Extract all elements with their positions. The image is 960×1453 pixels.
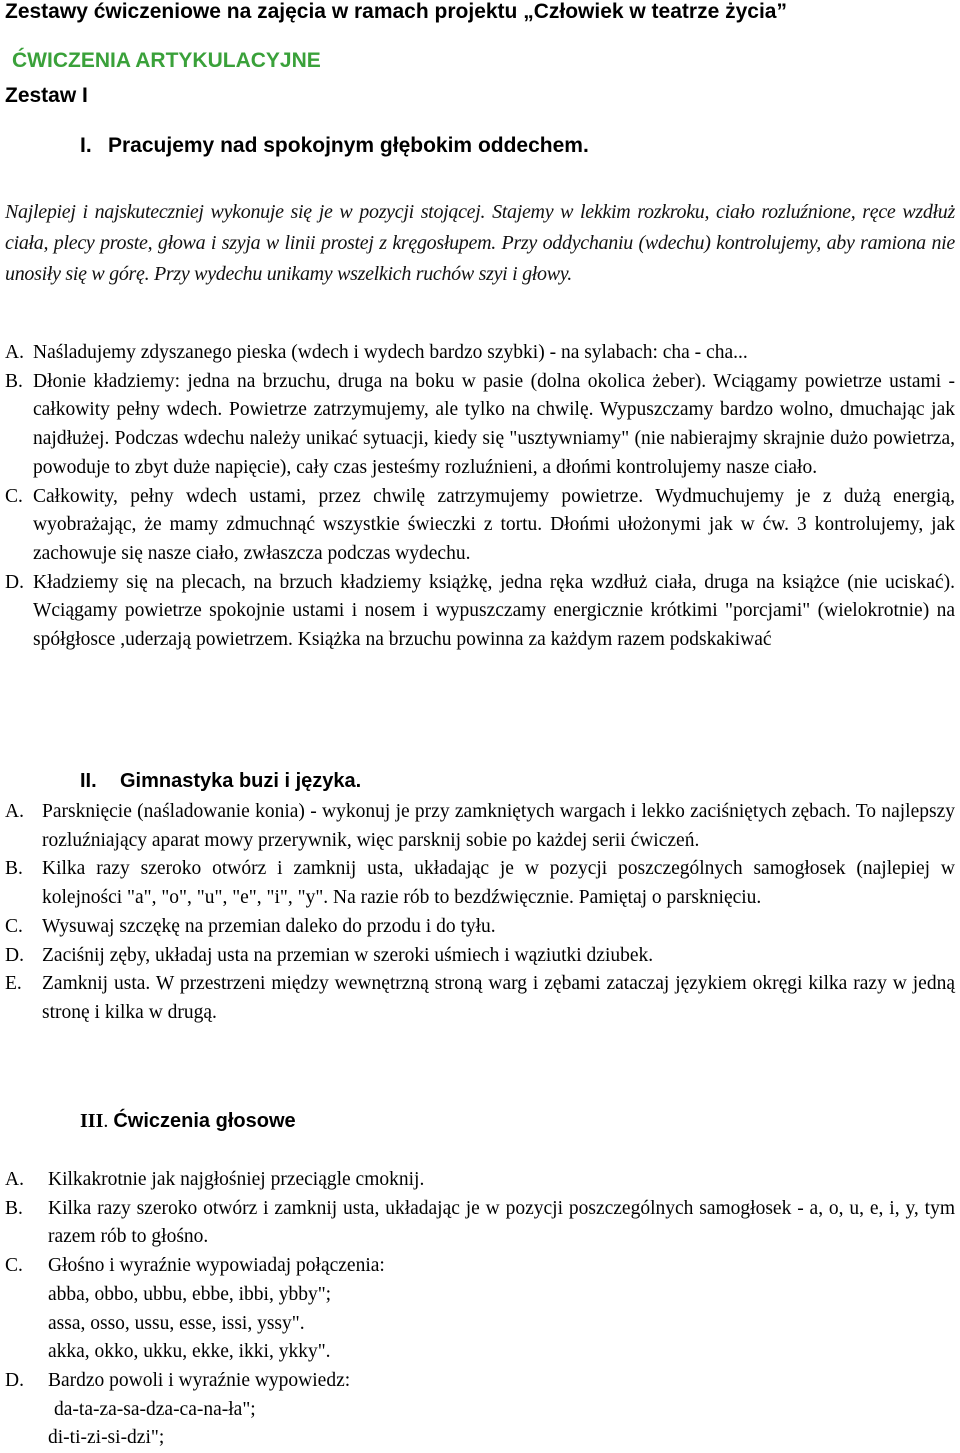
list-item: [5, 798, 955, 855]
section-heading: ĆWICZENIA ARTYKULACYJNE: [12, 49, 321, 72]
item-text: Zaciśnij zęby, układaj usta na przemian w szeroki uśmiech i wąziutki dziubek.: [42, 944, 654, 966]
sub-list: [5, 1396, 955, 1453]
part1-intro: Najlepiej i najskuteczniej wykonuje się je w pozycji stojącej. Stajemy w lekkim rozkroku, ciało rozluźnione, ręce wzdłuż ciała, plecy proste, głowa i szyja w linii prostej z kręgosłupem. Przy oddychaniu (wdechu) kontrolujemy, aby ramiona nie unosiły się w górę. Przy wydechu unikamy wszelkich ruchów szyi i głowy.: [5, 201, 955, 285]
item-letter: A.: [5, 342, 24, 363]
part3-title: Ćwiczenia głosowe: [113, 1110, 296, 1132]
sub-line: akka, okko, ukku, ekke, ikki, ykky".: [48, 1341, 331, 1363]
part1-title: Pracujemy nad spokojnym głębokim oddechem.: [108, 134, 589, 157]
sub-line: assa, osso, ussu, esse, issi, yssy".: [48, 1312, 305, 1334]
item-letter: E.: [5, 973, 22, 995]
list-item: [5, 569, 955, 655]
part3-number: III: [80, 1110, 104, 1132]
part2-title: Gimnastyka buzi i języka.: [120, 770, 362, 792]
item-letter: D.: [5, 1369, 24, 1391]
part3-heading: [80, 1110, 296, 1133]
part2-heading: [80, 770, 361, 793]
item-letter: A.: [5, 801, 24, 822]
item-text: Całkowity, pełny wdech ustami, przez chwilę zatrzymujemy powietrze. Wydmuchujemy je z dużą energią, wyobrażając, że mamy zdmuchnąć wszystkie świeczki z tortu. Dłońmi ułożonymi jak w ćw. 3 kontrolujemy, jak zachowuje się nasze ciało, zwłaszcza podczas wydechu.: [33, 485, 955, 564]
list-item: [5, 1367, 955, 1396]
item-letter: A.: [5, 1169, 24, 1190]
item-letter: C.: [5, 915, 23, 937]
item-text: Kilka razy szeroko otwórz i zamknij usta, układając je w pozycji poszczególnych samogłosek - a, o, u, e, i, y, tym razem rób to głośno.: [48, 1197, 955, 1248]
item-letter: B.: [5, 370, 23, 392]
list-item: [5, 970, 955, 1027]
item-letter: D.: [5, 571, 24, 593]
item-text: Kilkakrotnie jak najgłośniej przeciągle cmoknij.: [48, 1169, 425, 1190]
list-item: [5, 855, 955, 912]
list-item: [5, 1252, 955, 1281]
item-letter: B.: [5, 1197, 23, 1219]
set-label: Zestaw I: [5, 84, 88, 107]
item-text: Wysuwaj szczękę na przemian daleko do przodu i do tyłu.: [42, 915, 496, 937]
item-letter: B.: [5, 858, 23, 880]
part2-number: II.: [80, 770, 97, 792]
item-text: Zamknij usta. W przestrzeni między wewnętrzną stroną warg i zębami zataczaj językiem okręgi kilka razy w jedną stronę i kilka w drugą.: [42, 973, 955, 1023]
item-text: Naśladujemy zdyszanego pieska (wdech i wydech bardzo szybki) - na sylabach: cha - cha...: [33, 342, 748, 363]
item-text: Parsknięcie (naśladowanie konia) - wykonuj je przy zamkniętych wargach i lekko zaciśniętych zębach. To najlepszy rozluźniający aparat mowy przerywnik, więc parsknij sobie po każdej serii ćwiczeń.: [42, 801, 955, 851]
list-item: [5, 339, 955, 368]
sub-list: [5, 1281, 955, 1367]
part3-dot: .: [103, 1110, 109, 1132]
item-text: Kilka razy szeroko otwórz i zamknij usta, układając je w pozycji poszczególnych samogłosek (najlepiej w kolejności "a", "o", "u", "e", "i", "y". Na razie rób to bezdźwięcznie. Pamiętaj o parsknięciu.: [42, 858, 955, 909]
list-item: [5, 1195, 955, 1252]
list-item: [5, 483, 955, 569]
item-text: Kładziemy się na plecach, na brzuch kładziemy książkę, jedna ręka wzdłuż ciała, druga na książce (nie uciskać). Wciągamy powietrze spokojnie ustami i nosem i wypuszczamy energicznie krótkimi "porcjami" (wielokrotnie) na spółgłosce ,uderzają powietrzem. Książka na brzuchu powinna za każdym razem podskakiwać: [33, 571, 955, 651]
sub-line: abba, obbo, ubbu, ebbe, ibbi, ybby";: [48, 1283, 332, 1305]
item-text: Bardzo powoli i wyraźnie wypowiedz:: [48, 1369, 351, 1391]
list-item: [5, 1166, 955, 1195]
list-item: [5, 942, 955, 971]
item-letter: D.: [5, 944, 24, 966]
sub-line: da-ta-za-sa-dza-ca-na-ła";: [54, 1398, 256, 1420]
list-item: [5, 368, 955, 483]
item-text: Głośno i wyraźnie wypowiadaj połączenia:: [48, 1255, 385, 1277]
item-letter: C.: [5, 1255, 23, 1277]
sub-line: di-ti-zi-si-dzi";: [48, 1427, 165, 1449]
part1-list: [5, 339, 955, 655]
item-text: Dłonie kładziemy: jedna na brzuchu, druga na boku w pasie (dolna okolica żeber). Wciągamy powietrze ustami - całkowity pełny wdech. Powietrze zatrzymujemy, ale tylko na chwilę. Wypuszczamy bardzo wolno, dmuchając jak najdłużej. Podczas wdechu należy unikać sytuacji, kiedy się "usztywniamy" (nie nabierajmy skrajnie dużo powietrza, powoduje to zbyt duże napięcie), cały czas jesteśmy rozluźnieni, a dłońmi kontrolujemy nasze ciało.: [33, 370, 955, 478]
document-title: Zestawy ćwiczeniowe na zajęcia w ramach projektu „Człowiek w teatrze życia”: [5, 0, 787, 23]
list-item: [5, 913, 955, 942]
item-letter: C.: [5, 485, 23, 507]
part1-heading: [80, 134, 589, 158]
part2-list: [5, 798, 955, 1028]
part3-list: [5, 1166, 955, 1453]
part1-number: I.: [80, 134, 92, 157]
